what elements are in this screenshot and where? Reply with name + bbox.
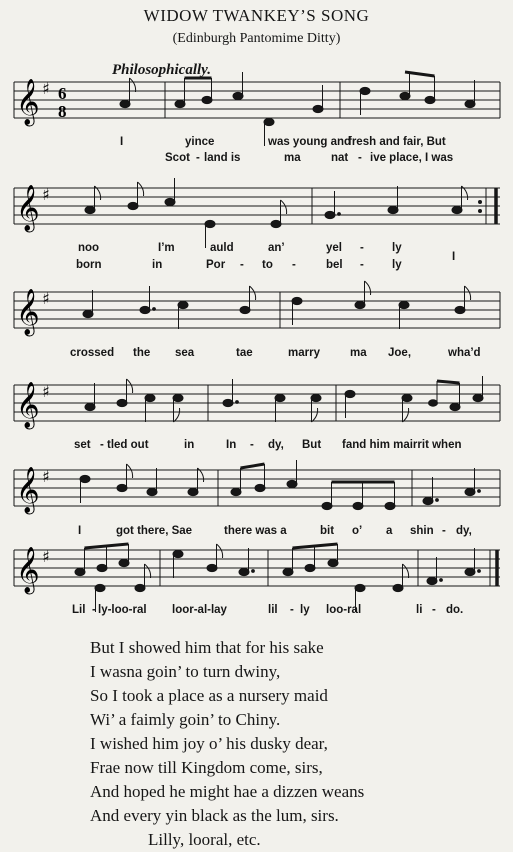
notes-system-3 — [83, 281, 471, 329]
lyric-6-7: loo-ral — [326, 604, 362, 616]
song-title: WIDOW TWANKEY’S SONG — [143, 6, 370, 25]
lyric-2a-3: an’ — [268, 242, 285, 254]
lyric-5-7: - — [442, 525, 446, 537]
lyric-2a-0: noo — [78, 242, 100, 254]
lyric-2a-5: - — [360, 242, 364, 254]
lyric-3-5: ma — [350, 347, 367, 359]
lyric-4-2: tled out — [107, 439, 149, 451]
lyric-2b-8: ly — [392, 259, 402, 271]
lyric-2-extra: I — [452, 251, 456, 263]
verse-line: Frae now till Kingdom come, sirs, — [90, 758, 323, 777]
lyric-6-2: ly-loo-ral — [98, 604, 147, 616]
notes-system-5 — [80, 460, 480, 510]
lyric-6-8: li — [416, 604, 423, 616]
treble-clef-icon: 𝄞 — [16, 547, 40, 593]
lyric-2b-7: - — [360, 259, 364, 271]
verse-line: I wasna goin’ to turn dwiny, — [90, 662, 281, 681]
lyric-5-0: I — [78, 525, 82, 537]
lyric-6-1: - — [92, 604, 96, 616]
lyric-1b-6: ive place, I was — [370, 152, 454, 164]
verse-line: And hoped he might hae a dizzen weans — [90, 782, 365, 801]
lyric-3-7: wha’d — [448, 347, 481, 359]
lyric-2a-2: auld — [210, 242, 234, 254]
lyric-6-4: lil — [268, 604, 278, 616]
lyric-2a-6: ly — [392, 242, 402, 254]
lyric-3-0: crossed — [70, 347, 115, 359]
lyric-5-1: got there, Sae — [116, 525, 193, 537]
lyric-1b-2: land is — [204, 152, 241, 164]
song-subtitle: (Edinburgh Pantomime Ditty) — [172, 31, 341, 46]
repeat-dot-icon — [478, 200, 482, 204]
notes-system-4 — [85, 376, 483, 422]
chorus-refrain: Lilly, looral, etc. — [148, 830, 261, 849]
lyric-5-5: a — [386, 525, 393, 537]
lyric-6-9: - — [432, 604, 436, 616]
time-signature-bottom: 8 — [58, 102, 67, 121]
lyric-4-3: in — [184, 439, 195, 451]
verse-text — [90, 636, 364, 852]
key-signature-sharp-icon: ♯ — [42, 185, 50, 204]
lyric-1a-0: I — [120, 136, 124, 148]
lyric-5-6: shin — [410, 525, 434, 537]
lyric-3-3: tae — [236, 347, 253, 359]
lyric-6-3: loor-al-lay — [172, 604, 227, 616]
lyric-1b-1: - — [196, 152, 200, 164]
lyric-3-2: sea — [175, 347, 195, 359]
lyric-4-8: fand him mairrit when — [342, 439, 462, 451]
key-signature-sharp-icon: ♯ — [42, 382, 50, 401]
lyric-2b-2: Por — [206, 259, 226, 271]
lyric-2b-5: - — [292, 259, 296, 271]
time-signature-top: 6 — [58, 84, 67, 103]
tempo-marking: Philosophically. — [112, 62, 212, 78]
lyric-4-0: set — [74, 439, 91, 451]
treble-clef-icon: 𝄞 — [16, 79, 40, 125]
lyric-6-6: ly — [300, 604, 310, 616]
lyric-1b-3: ma — [284, 152, 301, 164]
lyric-2b-0: born — [76, 259, 102, 271]
lyric-4-1: - — [100, 439, 104, 451]
verse-line: Wi’ a faimly goin’ to Chiny. — [90, 710, 281, 729]
notes-system-6 — [75, 544, 480, 612]
lyric-6-0: Lil — [72, 604, 86, 616]
lyric-1b-4: nat — [331, 152, 349, 164]
lyric-1a-2: was young and — [268, 136, 352, 148]
staff-system-1 — [14, 72, 500, 164]
lyric-4-5: - — [250, 439, 254, 451]
staff-system-2 — [14, 178, 500, 271]
lyric-2a-4: yel — [326, 242, 342, 254]
verse-line: But I showed him that for his sake — [90, 638, 324, 657]
staff-system-3 — [14, 281, 500, 359]
lyric-6-10: do. — [446, 604, 464, 616]
lyric-1a-1: yince — [185, 136, 215, 148]
lyric-4-4: In — [226, 439, 237, 451]
verse-line: So I took a place as a nursery maid — [90, 686, 328, 705]
treble-clef-icon: 𝄞 — [16, 185, 40, 231]
lyric-5-3: bit — [320, 525, 335, 537]
key-signature-sharp-icon: ♯ — [42, 547, 50, 566]
lyric-1b-0: Scot — [165, 152, 190, 164]
lyric-4-7: But — [302, 439, 322, 451]
lyric-3-1: the — [133, 347, 151, 359]
lyric-3-4: marry — [288, 347, 320, 359]
key-signature-sharp-icon: ♯ — [42, 289, 50, 308]
treble-clef-icon: 𝄞 — [16, 467, 40, 513]
lyric-1b-5: - — [358, 152, 362, 164]
lyric-6-5: - — [290, 604, 294, 616]
key-signature-sharp-icon: ♯ — [42, 79, 50, 98]
staff-system-5 — [14, 460, 500, 537]
lyric-2a-1: I’m — [158, 242, 175, 254]
staff-system-6 — [14, 544, 500, 616]
treble-clef-icon: 𝄞 — [16, 382, 40, 428]
lyric-1a-3: fresh and fair, But — [348, 136, 446, 148]
lyric-5-4: o’ — [352, 525, 363, 537]
lyric-2b-6: bel — [326, 259, 343, 271]
lyric-2b-4: to — [262, 259, 273, 271]
key-signature-sharp-icon: ♯ — [42, 467, 50, 486]
lyric-4-6: dy, — [268, 439, 284, 451]
lyric-2b-3: - — [240, 259, 244, 271]
lyric-5-8: dy, — [456, 525, 472, 537]
treble-clef-icon: 𝄞 — [16, 289, 40, 335]
verse-line: I wished him joy o’ his dusky dear, — [90, 734, 328, 753]
lyric-3-6: Joe, — [388, 347, 412, 359]
lyric-2b-1: in — [152, 259, 163, 271]
lyric-5-2: there was a — [224, 525, 287, 537]
staff-system-4 — [14, 376, 500, 451]
repeat-dot-icon — [478, 209, 482, 213]
verse-line: And every yin black as the lum, sirs. — [90, 806, 339, 825]
